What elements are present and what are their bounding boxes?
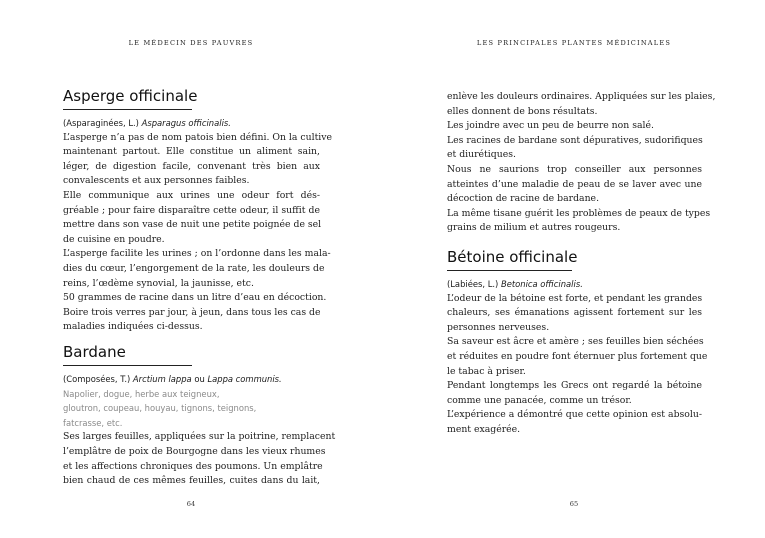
vernacular-names [63,387,320,431]
section-asperge [63,87,333,335]
text-line: léger, de digestion facile, convenant très bien aux [63,160,320,172]
latin-name: Asparagus officinalis. [141,118,231,128]
title-underline [63,109,192,110]
page-number-right: 65 [569,500,579,508]
text-line: L’asperge facilite les urines ; on l’ordonne dans les mala- [63,248,331,260]
latin-name: Arctium lappa [132,374,192,384]
text-line: L’odeur de la bétoine est forte, et pendant les grandes [447,292,703,304]
text-line: et réduites en poudre font éternuer plus fortement que [447,350,708,362]
text-line: La même tisane guérit les problèmes de peaux de types [447,207,711,219]
text-line: Sa saveur est âcre et amère ; ses feuilles bien séchées [447,336,704,348]
classification-asperge [63,116,320,131]
text-line: gréable ; pour faire disparaître cette odeur, il suffit de [63,204,320,216]
section-bardane [63,343,336,489]
running-head-right: LES PRINCIPALES PLANTES MÉDICINALES [476,39,672,47]
classification-bardane [63,372,320,387]
page-number-left: 64 [186,500,196,508]
latin-name: Betonica officinalis. [500,279,583,289]
text-line: ment exagérée. [447,423,521,435]
text-line: L’expérience a démontré que cette opinion est absolu- [447,409,702,421]
left-page [0,0,382,538]
vernacular-line: gloutron, coupeau, houyau, tignons, teignons, [63,403,257,414]
title-underline [447,270,572,271]
classification-family: (Asparaginées, L.) [63,118,139,128]
text-line: 50 grammes de racine dans un litre d’eau en décoction. [63,292,327,304]
vernacular-line: Napolier, dogue, herbe aux teigneux, [63,388,220,399]
text-line: Les joindre avec un peu de beurre non salé. [447,120,654,132]
text-line: enlève les douleurs ordinaires. Appliquées sur les plaies, [447,91,716,102]
section-title-betoine: Bétoine officinale [447,248,578,266]
classification-family: (Labiées, L.) [447,279,499,289]
text-line: Boire trois verres par jour, à jeun, dans tous les cas de [63,306,321,318]
text-line: le tabac à priser. [447,365,526,377]
text-line: Ses larges feuilles, appliquées sur la poitrine, remplacent [63,431,336,443]
running-head-left: LE MÉDECIN DES PAUVRES [128,39,254,47]
text-line: Nous ne saurions trop conseiller aux personnes [447,163,702,175]
title-underline [63,365,192,366]
text-line: et les affections chroniques des poumons. Un emplâtre [63,460,323,472]
text-line: chaleurs, ses émanations agissent fortement sur les [447,307,702,319]
body-text-bardane [63,430,336,488]
right-page [383,0,765,538]
classification-family: (Composées, T.) [63,374,131,384]
latin-name-alt: Lappa communis. [207,374,282,384]
body-text-betoine [447,292,708,438]
section-betoine [447,248,708,438]
classification-betoine [447,277,702,292]
text-line: l’emplâtre de poix de Bourgogne dans les vieux rhumes [63,445,326,457]
text-line: atteintes d’une maladie de peau de se laver avec une [447,178,702,190]
body-text-asperge [63,131,333,335]
text-line: personnes nerveuses. [447,321,550,333]
text-line: mettre dans son vase de nuit une petite poignée de sel [63,219,322,231]
text-line: grains de milium et autres rougeurs. [447,222,621,234]
text-line: elles donnent de bons résultats. [447,105,598,117]
text-line: décoction de racine de bardane. [447,193,600,205]
section-title-asperge: Asperge officinale [63,87,198,105]
text-line: convalescents et aux personnes faibles. [63,175,250,187]
vernacular-line: fatcrasse, etc. [63,417,123,428]
text-line: dies du cœur, l’engorgement de la rate, les douleurs de [63,262,325,274]
text-line: reins, l’œdème synovial, la jaunisse, etc. [63,277,254,289]
bardane-continuation [447,90,716,236]
section-title-bardane: Bardane [63,343,126,361]
text-line: L’asperge n’a pas de nom patois bien défini. On la cultive [63,131,333,143]
text-line: et diurétiques. [447,149,516,161]
classification-conjunction: ou [194,374,205,384]
text-line: comme une panacée, comme un trésor. [447,394,632,406]
text-line: maladies indiquées ci-dessus. [63,321,203,333]
text-line: maintenant partout. Elle constitue un aliment sain, [63,146,320,158]
text-line: de cuisine en poudre. [63,233,165,245]
text-line: Les racines de bardane sont dépuratives, sudorifiques [447,134,703,146]
text-line: bien chaud de ces mêmes feuilles, cuites dans du lait, [63,475,320,487]
text-line: Elle communique aux urines une odeur fort dés- [63,189,320,201]
text-line: Pendant longtemps les Grecs ont regardé la bétoine [447,380,702,392]
